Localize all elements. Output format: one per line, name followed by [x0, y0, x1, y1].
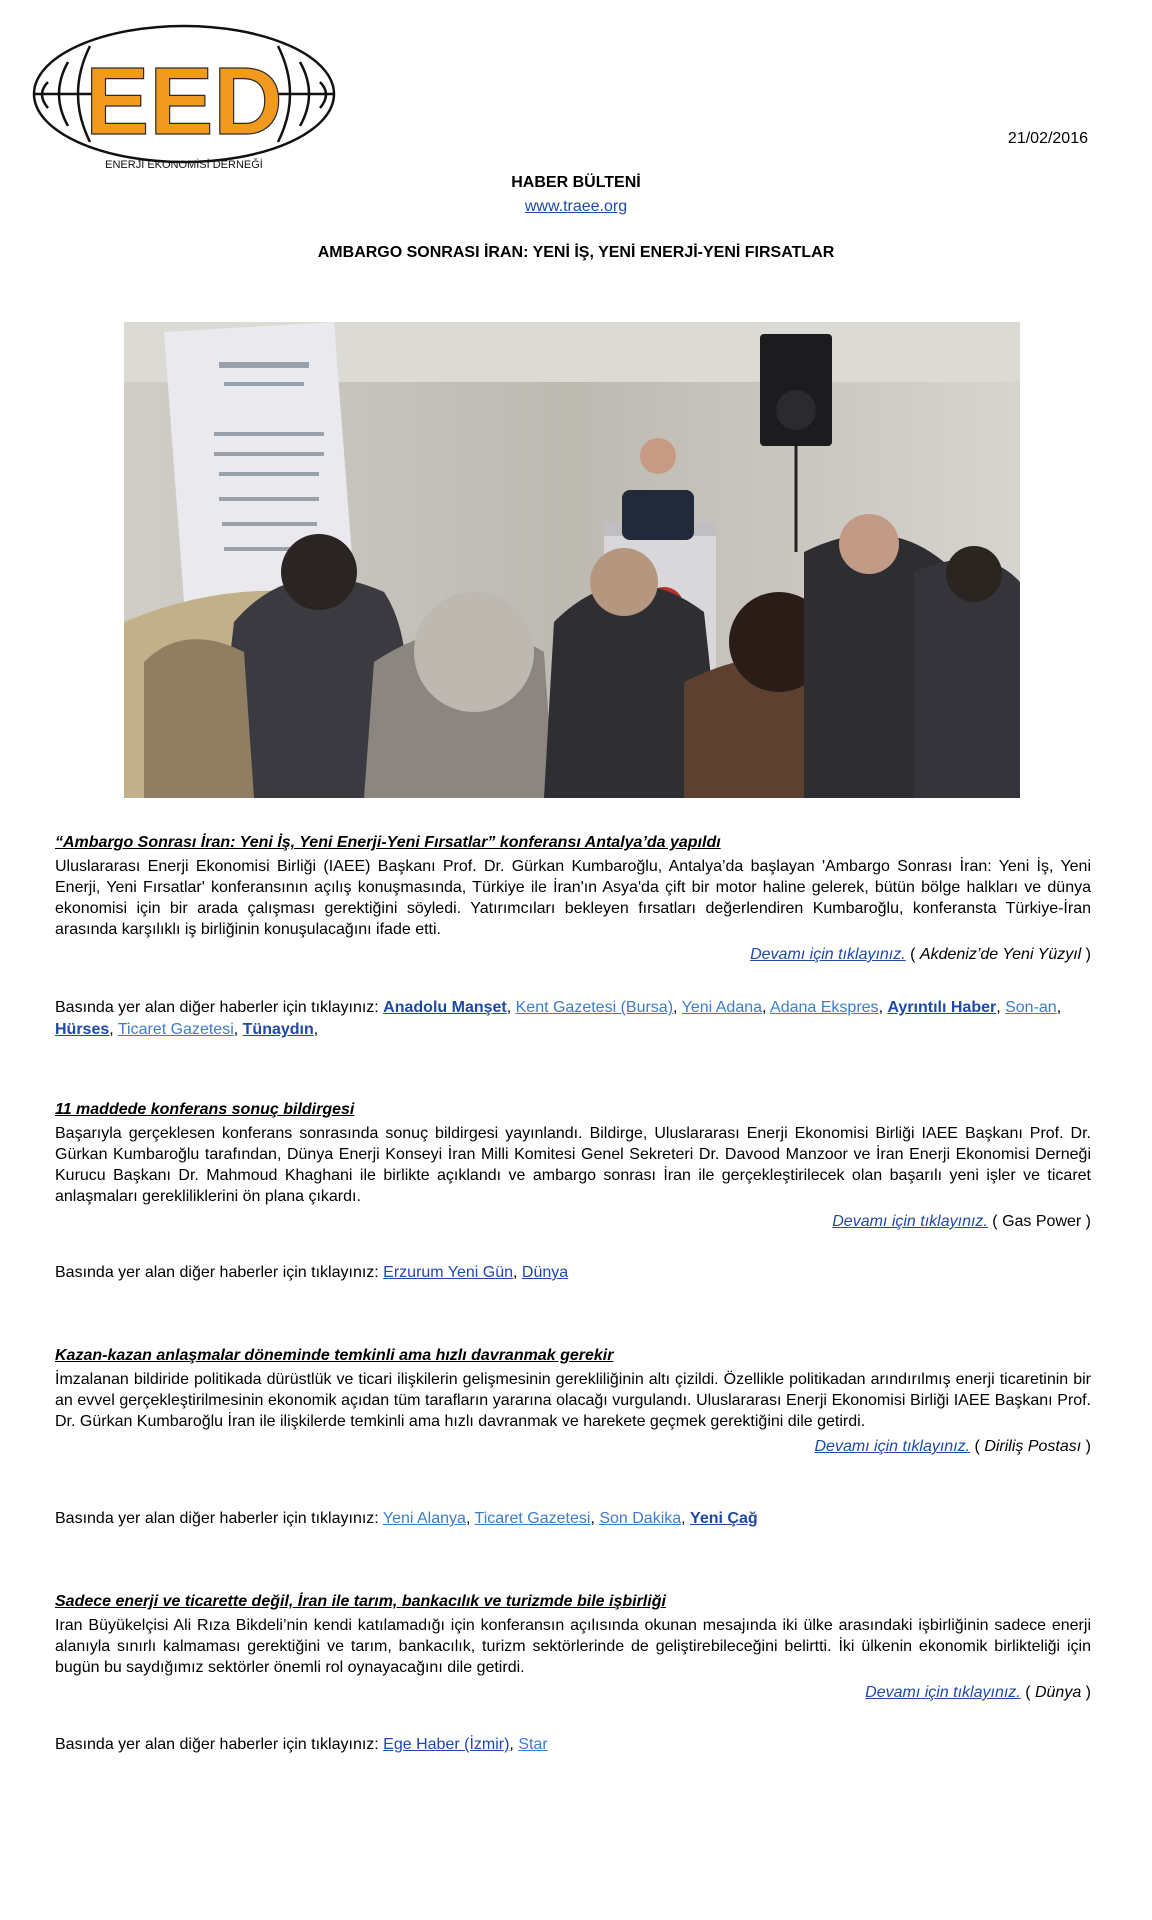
press-prefix: Basında yer alan diğer haberler için tıklayınız:	[55, 1510, 383, 1527]
press-link[interactable]: Hürses	[55, 1021, 110, 1038]
press-link[interactable]: Son-an	[1005, 999, 1057, 1016]
source-name: Diriliş Postası	[984, 1438, 1082, 1455]
article-body: İmzalanan bildiride politikada dürüstlük ve ticari ilişkilerin gelişmesinin gerekliliğinin altı çizildi. Özellikle politikadan arındırılmış enerji ticaretinin bir an evvel gerçekleştirilmesinin ekonomik açıdan tüm tarafların yararına olacağı vurgulandı. Uluslararası Enerji Ekonomisi Birliği IAEE Başkanı Prof. Dr. Gürkan Kumbaroğlu İran ile ilişkilerde temkinli ama hızlı davranmak ve harekete geçmek gerektiğini dile getirdi.	[55, 1371, 1091, 1430]
press-prefix: Basında yer alan diğer haberler için tıklayınız:	[55, 1264, 384, 1281]
press-links: Basında yer alan diğer haberler için tıklayınız: Yeni Alanya, Ticaret Gazetesi, Son Dakika, Yeni Çağ	[55, 1510, 758, 1527]
article-title: Sadece enerji ve ticarette değil, İran ile tarım, bankacılık ve turizmde bile işbirliği	[55, 1593, 666, 1610]
press-links: Basında yer alan diğer haberler için tıklayınız: Ege Haber (İzmir), Star	[55, 1736, 548, 1753]
press-link[interactable]: Ticaret Gazetesi	[474, 1510, 591, 1527]
press-links: Basında yer alan diğer haberler için tıklayınız: Erzurum Yeni Gün, Dünya	[55, 1264, 569, 1281]
read-more-link[interactable]: Devamı için tıklayınız.	[750, 946, 906, 963]
article-title: Kazan-kazan anlaşmalar döneminde temkinli ama hızlı davranmak gerekir	[55, 1347, 614, 1364]
conference-photo	[124, 322, 1020, 798]
press-link[interactable]: Yeni Alanya	[382, 1510, 466, 1527]
article-body: Iran Büyükelçisi Ali Rıza Bikdeli’nin kendi katılamadığı için konferansın açılısında okunan mesajında iki ülke arasındaki işbirliğinin sadece enerji alanıyla sınırlı kalmaması gerektiğini ve tarım, bankacılık, turizm sektörlerinde de geliştirebileceğini belirtti. İki ülkenin ekonomik birlikteliği için bugün bu saydığımız sektörler önemli rol oynayacağını dile getirdi.	[55, 1617, 1091, 1676]
press-link[interactable]: Kent Gazetesi (Bursa)	[515, 999, 674, 1016]
read-more-line: Devamı için tıklayınız. ( Dünya )	[865, 1684, 1091, 1701]
logo-text: EED	[85, 48, 283, 155]
logo-subtitle: ENERJİ EKONOMİSİ DERNEĞİ	[105, 159, 263, 171]
press-prefix: Basında yer alan diğer haberler için tıklayınız:	[55, 999, 384, 1016]
press-prefix: Basında yer alan diğer haberler için tıklayınız:	[55, 1736, 384, 1753]
press-link[interactable]: Star	[518, 1736, 548, 1753]
article-body: Uluslararası Enerji Ekonomisi Birliği (IAEE) Başkanı Prof. Dr. Gürkan Kumbaroğlu, Antalya’da başlayan 'Ambargo Sonrası İran: Yeni İş, Yeni Enerji, Yeni Fırsatlar' konferansının açılış konuşmasında, Türkiye ile İran'ın Asya'da çift bir motor haline gelerek, bütün bölge halkları ve dünya ekonomisi için bir arada çalışması gerektiğini söyledi. Yatırımcıları bekleyen fırsatları değerlendiren Kumbaroğlu, konferansta Türkiye-İran arasında karşılıklı iş birliğinin konuşulacağını ifade etti.	[55, 858, 1091, 938]
source-name: Gas Power	[1002, 1213, 1082, 1230]
main-headline: AMBARGO SONRASI İRAN: YENİ İŞ, YENİ ENERJİ-YENİ FIRSATLAR	[317, 244, 835, 261]
press-link[interactable]: Yeni Adana	[681, 999, 763, 1016]
press-links: Basında yer alan diğer haberler için tıklayınız: Anadolu Manşet, Kent Gazetesi (Bursa), Yeni Adana, Adana Ekspres, Ayrıntılı Haber, Son-an, Hürses, Ticaret Gazetesi, Tünaydın,	[55, 999, 1062, 1038]
website-line	[0, 198, 1152, 216]
article-4	[55, 1591, 1091, 1703]
article-2	[55, 1099, 1091, 1232]
press-link[interactable]: Son Dakika	[599, 1510, 682, 1527]
bulletin-date: 21/02/2016	[1007, 130, 1088, 147]
press-link[interactable]: Ticaret Gazetesi	[117, 1021, 234, 1038]
eed-logo	[28, 22, 340, 182]
press-link[interactable]: Erzurum Yeni Gün	[383, 1264, 514, 1281]
article-3	[55, 1345, 1091, 1457]
website-link[interactable]: www.traee.org	[524, 198, 628, 215]
article-title: “Ambargo Sonrası İran: Yeni İş, Yeni Enerji-Yeni Fırsatlar” konferansı Antalya’da yapıldı	[55, 834, 721, 851]
read-more-line: Devamı için tıklayınız. ( Akdeniz’de Yeni Yüzyıl )	[750, 946, 1091, 963]
read-more-link[interactable]: Devamı için tıklayınız.	[865, 1684, 1021, 1701]
bulletin-title: HABER BÜLTENİ	[511, 174, 641, 191]
source-name: Dünya	[1034, 1684, 1082, 1701]
article-title: 11 maddede konferans sonuç bildirgesi	[55, 1101, 355, 1118]
article-body: Başarıyla gerçeklesen konferans sonrasında sonuç bildirgesi yayınlandı. Bildirge, Uluslararası Enerji Ekonomisi Birliği IAEE Başkanı Prof. Dr. Gürkan Kumbaroğlu tarafından, Dünya Enerji Konseyi İran Milli Komitesi Genel Sekreteri Dr. Davood Manzoor ve İran Enerji Ekonomisi Derneği Kurucu Başkanı Dr. Mahmoud Khaghani ile birlikte açıklandı ve ambargo sonrası İran ile gerçekleştirilecek olan başarılı yeni işler ve ticaret anlaşmaları gerekliliklerini ön plana çıkardı.	[55, 1125, 1091, 1205]
press-link[interactable]: Anadolu Manşet	[383, 999, 507, 1016]
read-more-link[interactable]: Devamı için tıklayınız.	[832, 1213, 988, 1230]
press-link[interactable]: Tünaydın	[242, 1021, 314, 1038]
press-link[interactable]: Yeni Çağ	[690, 1510, 758, 1527]
article-1	[55, 832, 1091, 965]
read-more-line: Devamı için tıklayınız. ( Diriliş Postası )	[814, 1438, 1091, 1455]
read-more-line: Devamı için tıklayınız. ( Gas Power )	[832, 1213, 1091, 1230]
press-link[interactable]: Adana Ekspres	[770, 999, 879, 1016]
press-link[interactable]: Ege Haber (İzmir)	[383, 1736, 510, 1753]
source-name: Akdeniz’de Yeni Yüzyıl	[919, 946, 1082, 963]
press-link[interactable]: Ayrıntılı Haber	[887, 999, 997, 1016]
press-link[interactable]: Dünya	[521, 1264, 569, 1281]
read-more-link[interactable]: Devamı için tıklayınız.	[814, 1438, 971, 1455]
